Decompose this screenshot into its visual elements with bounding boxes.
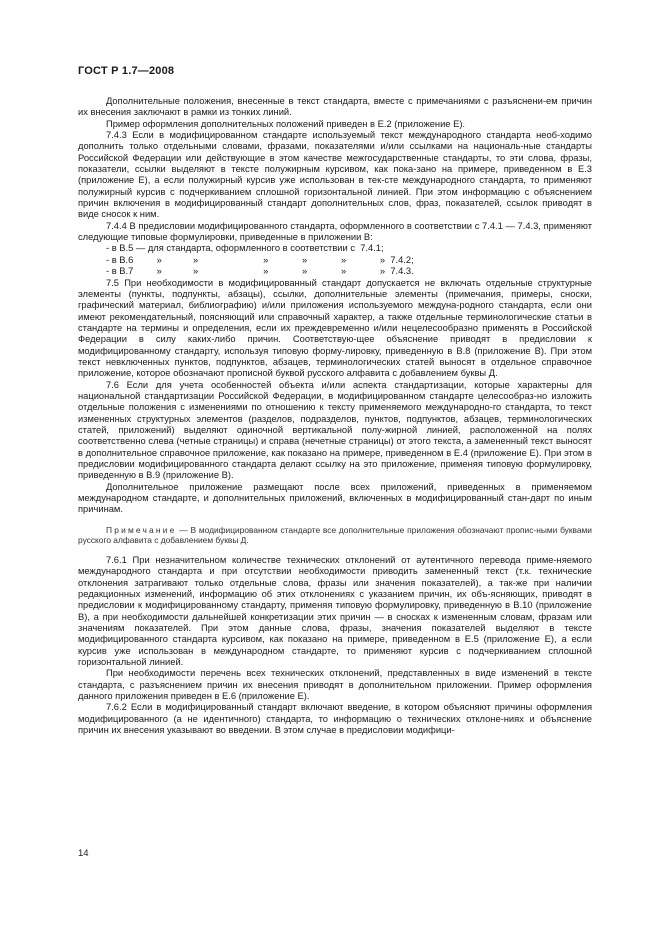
page-number: 14 xyxy=(78,848,89,859)
paragraph: При необходимости перечень всех технических отклонений, представленных в виде изменений в тексте стандарта, с разъяснением причин их внесения приводят в дополнительном приложении. Пример оформления данного приложения приведен в Е.6 (приложение Е). xyxy=(78,668,592,702)
clause-7-6-1: 7.6.1 При незначительном количестве технических отклонений от аутентичного перевода приме-няемого международного стандарта и при отсутствии необходимости приводить замененный текст (т.к. технические отклонения затрагивают только отдельные слова, фразы или значения показателей), а так-же при наличии редакционных изменений, информацию об этих отклонениях с указанием причин, их объ-ясняющих, приводят в предисловии к модифицированному стандарту, применяя типовую формулировку, приведенную в В.10 (приложение В), а при необходимости дальнейшей конкретизации этих причин — в сносках к измененным словам, фразам или значениям показателей. При этом данные слова, фразы, значения показателей выделяют в тексте модифицированного стандарта курсивом, как показано на примере, приведенном в Е.5 (приложение Е), а если курсив уже использован в международном стандарте, то применяют курсив с подчеркиванием сплошной горизонтальной линией. xyxy=(78,554,592,667)
preface-formulation-list xyxy=(78,243,592,277)
clause-7-6: 7.6 Если для учета особенностей объекта и/или аспекта стандартизации, которые характерны для национальной стандартизации Российской Федерации, в модифицированном стандарте целесообраз-но изложить отдельные положения с изменениями по отношению к тексту применяемого международно-го стандарта, то текст измененных структурных элементов (разделов, подразделов, пунктов, подпунктов, абзацев, терминологических статей, приложений) выделяют одиночной вертикальной полу-жирной линией, расположенной на полях соответственно слева (четные страницы) и справа (нечетные страницы) от этого текста, а замененный текст выносят в дополнительное справочное приложение, как показано на примере, приведенном в Е.4 (приложение Е). При этом в предисловии модифицированного стандарта делают ссылку на это приложение, применяя типовую формулировку, приведенную в В.9 (приложение В). xyxy=(78,379,592,481)
clause-7-6-2: 7.6.2 Если в модифицированный стандарт включают введение, в котором объясняют причины оформления модифицированного (а не идентичного) стандарта, то информацию о технических отклоне-ниях и объяснение причин их внесения указывают во введении. В этом случае в предисловии модифици- xyxy=(78,702,592,736)
list-item: - в В.7 » » » » » » 7.4.3. xyxy=(106,266,414,277)
note-label: Примечание xyxy=(106,524,177,535)
clause-7-4-3: 7.4.3 Если в модифицированном стандарте используемый текст международного стандарта необ-ходимо дополнить только отдельными словами, фразами, показателями и/или ссылками на националь-ные стандарты Российской Федерации или действующие в этом качестве межгосударственные стандарты, то эти слова, фразы, показатели, ссылки выделяют в тексте полужирным курсивом, как пока-зано на примере, приведенном в Е.3 (приложение Е), а если полужирный курсив уже использован в тек-сте международного стандарта, то применяют полужирный курсив с подчеркиванием сплошной горизонтальной линией. При этом информацию с объяснением причин включения в модифицированный стандарт дополнительных слов, фраз, показателей, ссылок приводят в виде сносок к ним. xyxy=(78,130,592,220)
clause-7-5: 7.5 При необходимости в модифицированный стандарт допускается не включать отдельные структурные элементы (пункты, подпункты, абзацы), ссылки, дополнительные элементы (примечания, примеры, сноски, графический материал, библиографию) и/или приложения используемого междуна-родного стандарта, если они имеют рекомендательный, поясняющий или справочный характер, а также отдельные терминологические статьи в стандарте на термины и определения, если их преждевременно и/или нецелесообразно применять в Российской Федерации в силу каких-либо причин. Соответствую-щее объяснение приводят в предисловии к модифицированному стандарту, используя типовую форму-лировку, приведенную в В.8 (приложение В). При этом текст невключенных пунктов, подпунктов, абзацев, терминологических статей выносят в отдельное справочное приложение, которое обозначают прописной буквой русского алфавита с добавлением буквы Д. xyxy=(78,277,592,379)
paragraph: Пример оформления дополнительных положений приведен в Е.2 (приложение Е). xyxy=(106,118,466,129)
note-text: — В модифицированном стандарте все дополнительные приложения обозначают пропис-ными буквами русского алфавита с добавлением буквы Д. xyxy=(78,524,592,546)
document-body xyxy=(78,96,592,736)
paragraph: Дополнительные положения, внесенные в текст стандарта, вместе с примечаниями с разъяснени-ем причин их внесения заключают в рамки из тонких линий. xyxy=(78,96,592,118)
clause-7-4-4: 7.4.4 В предисловии модифицированного стандарта, оформленного в соответствии с 7.4.1 — 7.4.3, применяют следующие типовые формулировки, приведенные в приложении В: xyxy=(78,220,592,243)
list-item: - в В.6 » » » » » » 7.4.2; xyxy=(106,254,414,265)
standard-header: ГОСТ Р 1.7—2008 xyxy=(78,65,175,77)
note xyxy=(78,525,592,546)
list-item: - в В.5 — для стандарта, оформленного в соответствии с 7.4.1; xyxy=(106,243,384,254)
paragraph: Дополнительное приложение размещают после всех приложений, приведенных в применяемом международном стандарте, и дополнительных приложений, включенных в модифицированный стан-дарт по иным причинам. xyxy=(78,481,592,515)
